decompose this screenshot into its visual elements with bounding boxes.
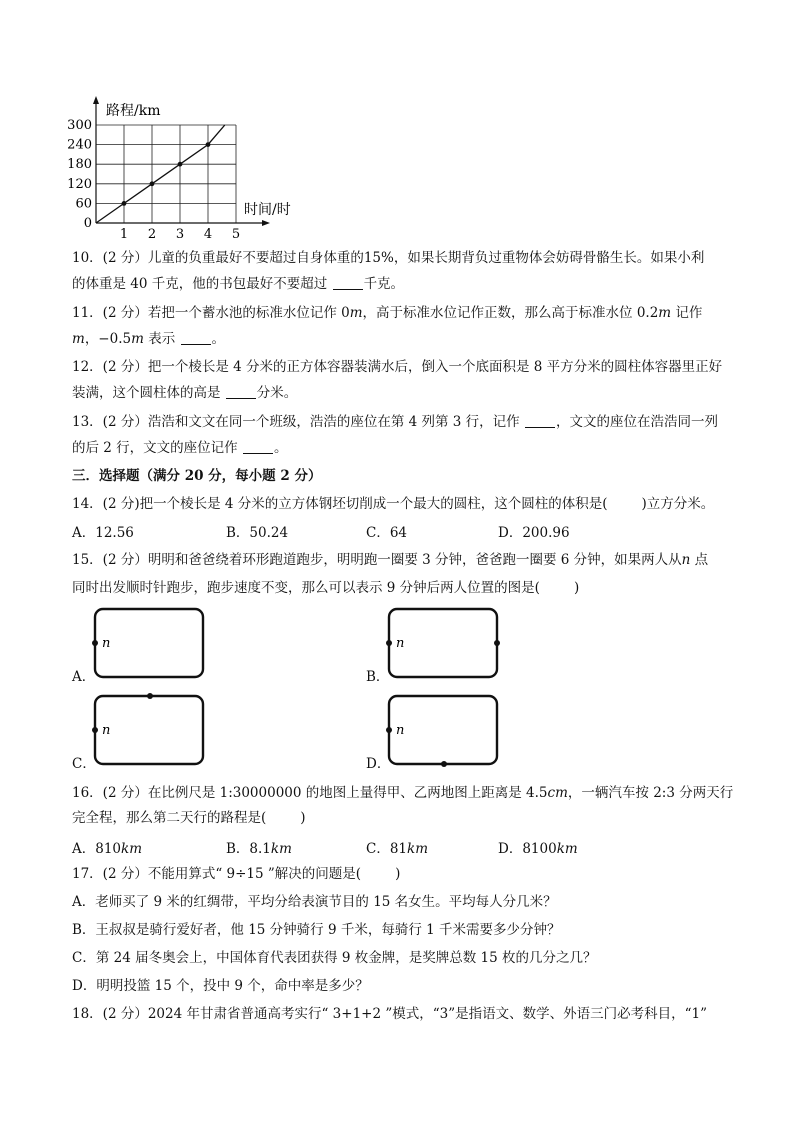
q11-text-a: 11．(2 分）若把一个蓄水池的标准水位记作 0 bbox=[72, 305, 350, 321]
q10-text-b: 千克。 bbox=[363, 276, 405, 292]
q16-option-a[interactable] bbox=[72, 839, 142, 859]
q15-option-b-label[interactable]: B． bbox=[366, 669, 390, 685]
q15-text-d: ) bbox=[573, 580, 580, 596]
chart-data-point bbox=[150, 181, 155, 186]
q16-text-c: 完全程，那么第二天行的路程是( bbox=[72, 810, 267, 826]
q15-option-d-track[interactable] bbox=[384, 692, 504, 768]
q10-line1 bbox=[72, 248, 704, 268]
q14-option-d[interactable]: D．200.96 bbox=[498, 525, 570, 541]
q15-option-b-track[interactable] bbox=[384, 605, 504, 681]
chart-x-tick-label: 2 bbox=[147, 227, 157, 240]
chart-x-tick-label: 4 bbox=[203, 227, 213, 240]
q11-text-b: ，高于标准水位记作正数，那么高于标准水位 0.2 bbox=[362, 305, 659, 321]
q13-text-b: ，文文的座位在浩浩同一列 bbox=[555, 414, 718, 430]
q11-line2 bbox=[72, 329, 225, 349]
distance-time-chart bbox=[60, 90, 320, 240]
q16-text-d: ) bbox=[300, 810, 306, 826]
q14-text-a: 14．(2 分)把一个棱长是 4 分米的立方体钢坯切削成一个最大的圆柱，这个圆柱的体积是( bbox=[72, 496, 608, 512]
q12-text-b: 分米。 bbox=[256, 385, 298, 401]
q15-text-c: 同时出发顺时针跑步，跑步速度不变，那么可以表示 9 分钟后两人位置的图是( bbox=[72, 580, 540, 596]
q11-answer-blank[interactable] bbox=[181, 330, 211, 345]
q12-line2 bbox=[72, 383, 297, 403]
q12-text: 12．(2 分）把一个棱长是 4 分米的正方体容器装满水后，倒入一个底面积是 8 平方分米的圆柱体容器里正好 bbox=[72, 359, 723, 375]
q13-answer-blank-1[interactable] bbox=[525, 413, 555, 428]
q12-answer-blank[interactable] bbox=[226, 384, 256, 399]
chart-y-tick-label: 60 bbox=[75, 196, 92, 212]
chart-y-axis-label: 路程/km bbox=[106, 103, 161, 119]
q15-line1 bbox=[72, 550, 708, 570]
q15-text-b: 点 bbox=[690, 552, 709, 568]
q15-option-c-track[interactable] bbox=[90, 692, 210, 768]
chart-ticks bbox=[67, 118, 240, 240]
q16-b-label: B． bbox=[226, 841, 250, 857]
q16-d-label: D． bbox=[498, 841, 523, 857]
q10-answer-blank[interactable] bbox=[333, 275, 363, 290]
q16-text-a: 16．(2 分）在比例尺是 1:30000000 的地图上量得甲、乙两地图上距离是 4.5 bbox=[72, 785, 548, 801]
q13-line1 bbox=[72, 412, 718, 432]
chart-series-line bbox=[96, 125, 225, 223]
q16-a-num: 810 bbox=[95, 841, 122, 857]
q11-text-e: 表示 bbox=[143, 331, 180, 347]
chart-y-tick-label: 120 bbox=[67, 176, 92, 192]
runner-dot-right bbox=[494, 640, 500, 646]
q11-unit-m: m bbox=[349, 305, 363, 321]
q16-line2 bbox=[72, 808, 306, 828]
q16-d-num: 8100 bbox=[522, 841, 557, 857]
chart-data-point bbox=[178, 162, 183, 167]
q13-answer-blank-2[interactable] bbox=[243, 439, 273, 454]
section-title: 三．选择题（满分 20 分，每小题 2 分） bbox=[72, 468, 322, 484]
q16-line1 bbox=[72, 783, 733, 803]
runner-dot-start bbox=[92, 727, 98, 733]
q12-text-a: 装满，这个圆柱体的高是 bbox=[72, 385, 225, 401]
q16-c-label: C． bbox=[366, 841, 390, 857]
q16-unit-cm: cm bbox=[547, 785, 568, 801]
q17-text-a: 17．(2 分）不能用算式“ 9÷15 ”解决的问题是( bbox=[72, 866, 362, 882]
q17-option-c[interactable]: C．第 24 届冬奥会上，中国体育代表团获得 9 枚金牌，是奖牌总数 15 枚的几分之几？ bbox=[72, 950, 597, 966]
q16-option-b[interactable] bbox=[226, 839, 292, 859]
q11-text-d: ，−0.5 bbox=[84, 331, 132, 347]
chart-x-tick-label: 1 bbox=[119, 227, 129, 240]
chart-data-point bbox=[206, 142, 211, 147]
runner-dot-top bbox=[147, 693, 153, 699]
q15-option-c-label[interactable]: C． bbox=[72, 756, 96, 772]
runner-dot-start bbox=[92, 640, 98, 646]
q16-b-num: 8.1 bbox=[249, 841, 271, 857]
chart-x-axis-label: 时间/时 bbox=[244, 202, 291, 218]
q14-option-b[interactable]: B．50.24 bbox=[226, 525, 289, 541]
q15-text-a: 15．(2 分）明明和爸爸绕着环形跑道跑步，明明跑一圈要 3 分钟，爸爸跑一圈要 6 分钟，如果两人从 bbox=[72, 552, 682, 568]
chart-y-tick-label: 0 bbox=[83, 216, 92, 231]
q16-a-label: A． bbox=[72, 841, 96, 857]
chart-y-tick-label: 180 bbox=[67, 157, 92, 173]
q16-text-b: ，一辆汽车按 2:3 分两天行 bbox=[567, 785, 734, 801]
q11-unit-m2: m bbox=[658, 305, 672, 321]
chart-x-tick-label: 3 bbox=[175, 227, 185, 240]
q14-option-c[interactable]: C．64 bbox=[366, 525, 408, 541]
q14-stem bbox=[72, 494, 714, 514]
q16-b-unit: km bbox=[270, 841, 292, 857]
q15-d-point-label: n bbox=[396, 723, 405, 738]
runner-dot-start bbox=[386, 727, 392, 733]
q17-option-a[interactable]: A．老师买了 9 米的红绸带，平均分给表演节目的 15 名女生。平均每人分几米？ bbox=[72, 894, 557, 910]
q11-unit-m3: m bbox=[72, 331, 85, 347]
q18-line1: 18．(2 分）2024 年甘肃省普通高考实行“ 3+1+2 ”模式，“3”是指语文、数学、外语三门必考科目，“1” bbox=[72, 1006, 708, 1022]
chart-x-axis-arrow bbox=[262, 220, 270, 226]
q17-stem bbox=[72, 864, 400, 884]
chart-series bbox=[96, 125, 225, 223]
chart-y-axis-arrow bbox=[93, 96, 99, 104]
q13-text-a: 13．(2 分）浩浩和文文在同一个班级，浩浩的座位在第 4 列第 3 行，记作 bbox=[72, 414, 524, 430]
chart-y-tick-label: 300 bbox=[67, 118, 92, 133]
q12-line1 bbox=[72, 357, 722, 377]
q15-option-a-track[interactable] bbox=[90, 605, 210, 681]
q15-a-point-label: n bbox=[102, 636, 111, 651]
q10-text: 10．(2 分）儿童的负重最好不要超过自身体重的15%，如果长期背负过重物体会妨碍骨骼生长。如果小利 bbox=[72, 250, 705, 266]
q15-option-a-label[interactable]: A． bbox=[72, 669, 96, 685]
q15-point-n: n bbox=[681, 552, 691, 568]
runner-dot-bottom bbox=[441, 761, 447, 767]
q16-option-d[interactable] bbox=[498, 839, 578, 859]
q13-text-c: 的后 2 行，文文的座位记作 bbox=[72, 440, 242, 456]
q15-line2 bbox=[72, 578, 579, 598]
q16-a-unit: km bbox=[121, 841, 143, 857]
q17-option-d[interactable]: D．明明投篮 15 个，投中 9 个，命中率是多少？ bbox=[72, 978, 369, 994]
q16-d-unit: km bbox=[556, 841, 578, 857]
runner-dot-start bbox=[386, 640, 392, 646]
q16-option-c[interactable] bbox=[366, 839, 428, 859]
q13-line2 bbox=[72, 438, 287, 458]
q17-option-b[interactable]: B．王叔叔是骑行爱好者，他 15 分钟骑行 9 千米，每骑行 1 千米需要多少分钟？ bbox=[72, 922, 561, 938]
q15-option-d-label[interactable]: D． bbox=[366, 756, 391, 772]
q10-text-a: 的体重是 40 千克，他的书包最好不要超过 bbox=[72, 276, 332, 292]
chart-y-tick-label: 240 bbox=[67, 137, 92, 153]
q13-text-d: 。 bbox=[273, 440, 288, 456]
q11-text-f: 。 bbox=[211, 331, 225, 347]
q14-option-a[interactable]: A．12.56 bbox=[72, 525, 134, 541]
q16-c-unit: km bbox=[407, 841, 429, 857]
q14-text-b: )立方分米。 bbox=[641, 496, 715, 512]
chart-x-tick-label: 5 bbox=[231, 227, 241, 240]
q11-text-c: 记作 bbox=[671, 305, 703, 321]
q15-b-point-label: n bbox=[396, 636, 405, 651]
q15-c-point-label: n bbox=[102, 723, 111, 738]
q17-text-b: ) bbox=[395, 866, 401, 882]
q10-line2 bbox=[72, 274, 404, 294]
q11-unit-m4: m bbox=[131, 331, 144, 347]
q11-line1 bbox=[72, 303, 702, 323]
q16-c-num: 81 bbox=[389, 841, 408, 857]
chart-data-point bbox=[122, 201, 127, 206]
